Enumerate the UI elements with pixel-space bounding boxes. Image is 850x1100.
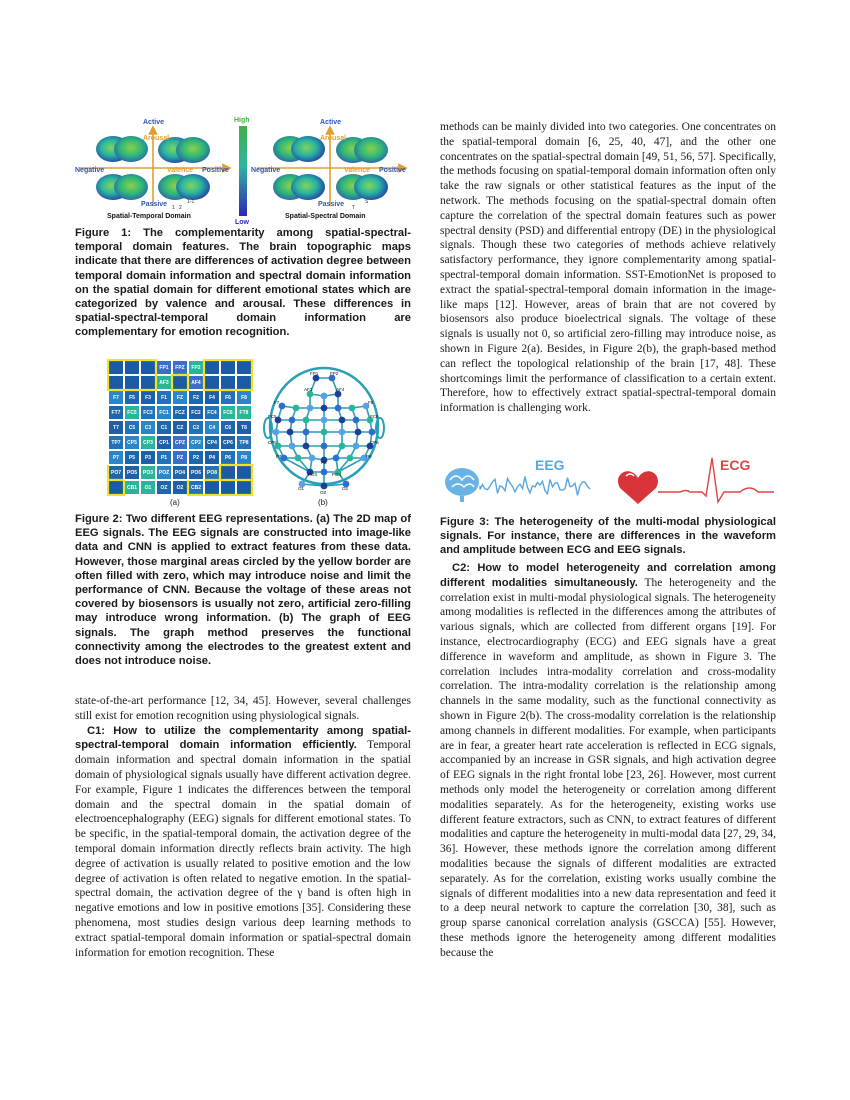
- g-label-o1: O1: [298, 486, 305, 491]
- figure-3-graphic: [440, 452, 776, 508]
- c2-text: The heterogeneity and the correlation exist in multi-modal physiological signals. The heterogeneity among modalities is reflected in the differences among the attributes of various signals, which are collected from different organs [19]. For instance, electrocardiography (ECG) and EEG signals have a great difference in waveform and amplitude, as shown in Figure 3. The correlation includes intra-modality correlation and cross-modality correlation. The intra-modality correlation is the relationship among channels in the same modality, such as the functional connectivity as shown in Figure 2(b). The cross-modality correlation is the relationship among channels in different modalities. For example, when participants are in fear, a greater heart rate acceleration is reflected in ECG signals, accompanied by an increase in GSR signals, and high activation degree of EEG signals in the right frontal lobe [23, 26]. However, most current methods only model the heterogeneity or correlation among different modalities separately. As for the heterogeneity, existing works use different feature extractors, such as CNN, to extract features of different modalities and capture the heterogeneity in multi-modal data [27, 29, 34, 36]. However, these methods ignore the correlation among different modalities because the signals of different modalities are extracted separately. As for the correlation, existing works usually combine the signals of different modalities into a new data representation and feed it to a deep neural network to capture the correlation [30, 38], such as group sparse canonical correlation analysis (GSCCA) [55]. However, these methods ignore the heterogeneity among different modalities because the: [440, 576, 776, 959]
- f1-right-tick-s: S: [365, 199, 369, 205]
- graph-node: [369, 429, 376, 436]
- graph-node: [349, 405, 356, 412]
- f1-left-tick-l: 1-1: [187, 199, 195, 205]
- graph-node: [353, 417, 360, 424]
- figure-1-graphic: [75, 112, 411, 224]
- ecg-wave: [658, 458, 774, 502]
- colorbar-high: High: [234, 117, 250, 124]
- grid-cell-fp2: FP2: [188, 360, 204, 375]
- right-para-c2: [440, 561, 776, 961]
- grid-cell-po8: PO8: [204, 465, 220, 480]
- grid-cell-f7: F7: [108, 390, 124, 405]
- grid-cell-c4: C4: [204, 420, 220, 435]
- grid-cell-f3: F3: [140, 390, 156, 405]
- graph-node: [307, 405, 314, 412]
- grid-cell-f6: F6: [220, 390, 236, 405]
- graph-node: [339, 417, 346, 424]
- graph-node: [355, 429, 362, 436]
- grid-cell-fp1: FP1: [156, 360, 172, 375]
- grid-cell-f5: F5: [124, 390, 140, 405]
- grid-cell-p1: P1: [156, 450, 172, 465]
- g-label-f8: F8: [368, 400, 374, 405]
- grid-cell-empty: [172, 375, 188, 390]
- grid-cell-cp2: CP2: [188, 435, 204, 450]
- graph-node: [293, 405, 300, 412]
- grid-cell-empty: [140, 360, 156, 375]
- graph-node: [321, 417, 328, 424]
- grid-cell-empty: [204, 375, 220, 390]
- graph-node: [321, 429, 328, 436]
- grid-cell-empty: [220, 375, 236, 390]
- grid-cell-po6: PO6: [188, 465, 204, 480]
- sub-a: (a): [170, 498, 180, 507]
- f1-left-tick-2: 2: [179, 205, 182, 211]
- heart-icon: [618, 471, 658, 504]
- eeg-2d-map: [108, 360, 252, 495]
- grid-cell-cb2: CB2: [188, 480, 204, 495]
- colorbar: [239, 126, 247, 216]
- grid-cell-fpz: FPZ: [172, 360, 188, 375]
- grid-cell-oz: OZ: [156, 480, 172, 495]
- grid-cell-o1: O1: [140, 480, 156, 495]
- brain-icon: [445, 468, 479, 502]
- c1-text: Temporal domain information and spectral domain information in the spatial domain of physiological signals usually have different activation degree. For example, Figure 1 indicates the differences between the temporal domain and the spectral domain in the spatial domain of electroencephalography (EEG) signals for different emotional states. To be specific, in the spatial-temporal domain, the activation degree of the temporal domain information directly reflects brain activity. The high degree of activation is usually related to positive emotion and the low degree of activation is often related to negative emotion. In the spatial-spectral domain, the activation degree of the γ band is often high in negative emotions and low in positive emotions [35]. Considering these phenomena, most studies design various deep learning methods to extract spatial-temporal domain information or spatial-spectral domain information for emotion recognition. These: [75, 739, 411, 959]
- left-para-1: state-of-the-art performance [12, 34, 45]. However, several challenges still exist for emotion recognition using physiological signals.: [75, 695, 411, 722]
- f1-left-active: Active: [143, 119, 165, 126]
- grid-cell-t8: T8: [236, 420, 252, 435]
- graph-node: [295, 455, 302, 462]
- grid-cell-empty: [220, 480, 236, 495]
- g-label-oz: OZ: [320, 490, 327, 495]
- grid-cell-fc2: FC2: [188, 405, 204, 420]
- g-label-pz: PZ: [321, 460, 327, 465]
- graph-node: [321, 483, 328, 490]
- figure-2-caption: Figure 2: Two different EEG representations. (a) The 2D map of EEG signals. The EEG signals are constructed into image-like data and CNN is applied to extract features from these data. However, those marginal areas circled by the yellow border are often filled with zero, which may introduce noise and limit the performance of CNN. Because the voltage of these areas not covered by biosensors is usually not zero, artificial zero-filling may introduce wrong information. (b) The graph of EEG signals. The graph method preserves the functional connectivity among the electrodes to the greatest extent and does not introduce noise.: [75, 513, 411, 668]
- graph-node: [279, 403, 286, 410]
- grid-cell-fc4: FC4: [204, 405, 220, 420]
- graph-node: [339, 443, 346, 450]
- g-label-o2: O2: [342, 486, 349, 491]
- grid-cell-empty: [108, 360, 124, 375]
- f1-left-passive: Passive: [141, 201, 168, 208]
- grid-cell-empty: [236, 375, 252, 390]
- grid-cell-po7: PO7: [108, 465, 124, 480]
- right-para-1: methods can be mainly divided into two categories. One concentrates on the spatial-temporal domain [6, 25, 40, 47], and the other one concentrates on the spatial-spectral domain [49, 51, 56, 57]. Specifically, the methods focusing on spatial-temporal domain information often only take the raw signals or other statistical features as the input of the network. The methods focusing on the spatial-spectral domain often capture the correlation of the spectral domain features such as power spectral density (PSD) and differential entropy (DE) in the physiological signals. Though these two categories of methods achieve relatively satisfactory performance, they ignore complementarity among spatial-spectral-temporal domain information. SST-EmotionNet is proposed to extract the spatial-spectral-temporal domain information in the image-like maps [12]. However, areas of brain that are not covered by biosensors also produce bioelectrical signals. The voltage of these signals is usually not 0, so artificial zero-filling may introduce noise, as shown in Figure 2(a). Besides, in Figure 2(b), the graph-based method can reflect the topological relationship of the brain [17, 48]. These shortcomings limit the performance of classification to a certain extent. Therefore, how to effectively extract spatial-spectral-temporal domain information is challenging work.: [440, 121, 776, 415]
- left-body: [75, 694, 411, 960]
- grid-cell-empty: [236, 360, 252, 375]
- c2-heading: C2: How to model heterogeneity and correlation among different modalities simultaneously.: [440, 562, 776, 589]
- grid-cell-cpz: CPZ: [172, 435, 188, 450]
- grid-cell-f8: F8: [236, 390, 252, 405]
- grid-cell-cz: CZ: [172, 420, 188, 435]
- graph-node: [303, 429, 310, 436]
- f1-left-tick-1: 1: [172, 205, 175, 211]
- f1-right-negative: Negative: [251, 167, 281, 174]
- graph-node: [303, 417, 310, 424]
- graph-node: [321, 443, 328, 450]
- g-label-cp6: CP6: [370, 440, 379, 445]
- grid-cell-cp6: CP6: [220, 435, 236, 450]
- grid-cell-ft8: FT8: [236, 405, 252, 420]
- g-label-f7: F7: [274, 400, 280, 405]
- g-label-fc5: FC5: [268, 414, 277, 419]
- figure-1-caption: Figure 1: The complementarity among spatial-spectral-temporal domain features. The brain topographic maps indicate that there are differences of activation degree between temporal domain information and spectral domain information on the spatial domain for different emotional states which are categorized by valence and arousal. These differences in spatial-spectral-temporal domain information are complementary for emotion recognition.: [75, 227, 411, 339]
- graph-node: [335, 405, 342, 412]
- g-label-fp1: FP1: [310, 371, 319, 376]
- f1-right-passive: Passive: [318, 201, 345, 208]
- figure-1: [75, 112, 411, 224]
- grid-cell-empty: [108, 375, 124, 390]
- grid-cell-p7: P7: [108, 450, 124, 465]
- graph-node: [321, 393, 328, 400]
- graph-node: [321, 405, 328, 412]
- figure-3-caption: Figure 3: The heterogeneity of the multi-modal physiological signals. For instance, there are differences in the waveform and amplitude between ECG and EEG signals.: [440, 516, 776, 557]
- grid-cell-empty: [236, 480, 252, 495]
- grid-cell-c2: C2: [188, 420, 204, 435]
- g-label-af4: AF4: [336, 387, 345, 392]
- grid-cell-c1: C1: [156, 420, 172, 435]
- graph-node: [273, 429, 280, 436]
- grid-cell-af4: AF4: [188, 375, 204, 390]
- f1-left-negative: Negative: [75, 167, 105, 174]
- colorbar-low: Low: [235, 219, 249, 224]
- grid-cell-cp1: CP1: [156, 435, 172, 450]
- f1-left-positive: Positive: [202, 167, 229, 174]
- ecg-label: ECG: [720, 457, 751, 473]
- grid-cell-fcz: FCZ: [172, 405, 188, 420]
- grid-cell-empty: [204, 360, 220, 375]
- grid-cell-ft7: FT7: [108, 405, 124, 420]
- grid-cell-c6: C6: [220, 420, 236, 435]
- grid-cell-c5: C5: [124, 420, 140, 435]
- f1-left-domain: Spatial-Temporal Domain: [107, 213, 191, 220]
- grid-cell-p4: P4: [204, 450, 220, 465]
- grid-cell-empty: [220, 360, 236, 375]
- g-label-p7: P7: [276, 454, 282, 459]
- g-label-po4: PO4: [332, 472, 342, 477]
- grid-cell-empty: [124, 360, 140, 375]
- f1-right-tick-t: T: [352, 205, 356, 211]
- right-body-c2: [440, 561, 776, 961]
- grid-cell-empty: [204, 480, 220, 495]
- grid-cell-empty: [124, 375, 140, 390]
- grid-cell-f1: F1: [156, 390, 172, 405]
- graph-node: [321, 469, 328, 476]
- grid-cell-f2: F2: [188, 390, 204, 405]
- grid-cell-po4: PO4: [172, 465, 188, 480]
- grid-cell-o2: O2: [172, 480, 188, 495]
- f1-left-arousal: Arousal: [143, 135, 170, 142]
- grid-cell-c3: C3: [140, 420, 156, 435]
- grid-cell-tp7: TP7: [108, 435, 124, 450]
- graph-node: [287, 429, 294, 436]
- eeg-label: EEG: [535, 457, 565, 473]
- grid-cell-fc3: FC3: [140, 405, 156, 420]
- grid-cell-cp3: CP3: [140, 435, 156, 450]
- f1-right-valence: Valence: [344, 167, 371, 174]
- grid-cell-fc1: FC1: [156, 405, 172, 420]
- grid-cell-f4: F4: [204, 390, 220, 405]
- grid-cell-empty: [220, 465, 236, 480]
- g-label-fc6: FC6: [370, 414, 379, 419]
- grid-cell-cb1: CB1: [124, 480, 140, 495]
- grid-cell-cp4: CP4: [204, 435, 220, 450]
- g-label-af3: AF3: [304, 387, 313, 392]
- graph-node: [289, 417, 296, 424]
- f1-right-domain: Spatial-Spectral Domain: [285, 213, 366, 220]
- g-label-po3: PO3: [308, 472, 318, 477]
- right-body-top: [440, 120, 776, 416]
- grid-cell-fz: FZ: [172, 390, 188, 405]
- grid-cell-t7: T7: [108, 420, 124, 435]
- grid-cell-empty: [140, 375, 156, 390]
- graph-node: [303, 443, 310, 450]
- f1-left-valence: Valence: [167, 167, 194, 174]
- sub-b: (b): [318, 498, 328, 507]
- grid-cell-p3: P3: [140, 450, 156, 465]
- grid-cell-p2: P2: [188, 450, 204, 465]
- graph-node: [281, 455, 288, 462]
- grid-cell-fc6: FC6: [220, 405, 236, 420]
- figure-3: [440, 452, 776, 508]
- g-label-p8: P8: [366, 454, 372, 459]
- graph-node: [309, 455, 316, 462]
- g-label-fp2: FP2: [330, 371, 339, 376]
- graph-node: [347, 455, 354, 462]
- graph-node: [339, 429, 346, 436]
- f1-right-arousal: Arousal: [320, 135, 347, 142]
- f1-right-positive: Positive: [379, 167, 406, 174]
- figure-2: [108, 360, 388, 508]
- grid-cell-po5: PO5: [124, 465, 140, 480]
- grid-cell-p5: P5: [124, 450, 140, 465]
- grid-cell-cp5: CP5: [124, 435, 140, 450]
- eeg-graph: [260, 360, 388, 498]
- graph-node: [353, 443, 360, 450]
- eeg-wave: [480, 476, 590, 495]
- grid-cell-poz: POZ: [156, 465, 172, 480]
- left-para-c1: [75, 724, 411, 961]
- g-label-cp5: CP5: [268, 440, 277, 445]
- c1-heading: C1: How to utilize the complementarity among spatial-spectral-temporal domain information efficiently.: [75, 724, 411, 752]
- grid-cell-pz: PZ: [172, 450, 188, 465]
- grid-cell-tp8: TP8: [236, 435, 252, 450]
- f1-right-active: Active: [320, 119, 342, 126]
- grid-cell-p8: P8: [236, 450, 252, 465]
- grid-cell-af3: AF3: [156, 375, 172, 390]
- grid-cell-fc5: FC5: [124, 405, 140, 420]
- grid-cell-po3: PO3: [140, 465, 156, 480]
- graph-node: [333, 455, 340, 462]
- grid-cell-p6: P6: [220, 450, 236, 465]
- grid-cell-empty: [236, 465, 252, 480]
- graph-node: [289, 443, 296, 450]
- grid-cell-empty: [108, 480, 124, 495]
